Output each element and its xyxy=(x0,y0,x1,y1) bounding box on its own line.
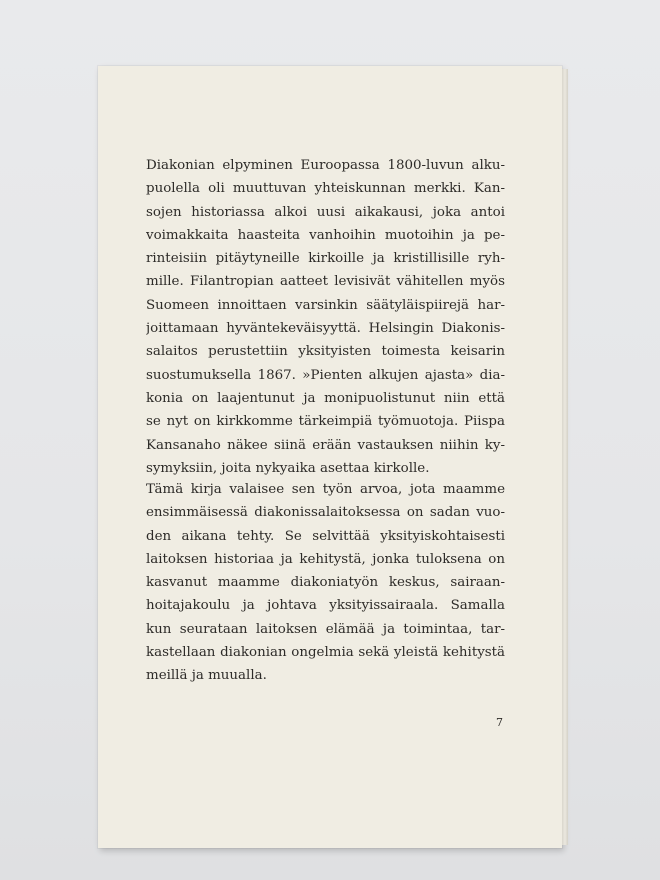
text-line: Tämä kirja valaisee sen työn arvoa, jota maamme xyxy=(146,482,505,497)
text-line: den aikana tehty. Se selvittää yksityiskohtaisesti xyxy=(146,528,505,544)
text-line: ensimmäisessä diakonissalaitoksessa on sadan vuo- xyxy=(146,505,505,521)
text-line: hoitajakoulu ja johtava yksityissairaala. Samalla xyxy=(146,598,505,614)
text-line: kastellaan diakonian ongelmia sekä yleistä kehitystä xyxy=(146,645,505,661)
text-line: mille. Filantropian aatteet levisivät vähitellen myös xyxy=(146,274,505,290)
text-line: Suomeen innoittaen varsinkin säätyläispiirejä har- xyxy=(146,297,505,313)
text-line: rinteisiin pitäytyneille kirkoille ja kristillisille ryh- xyxy=(146,251,505,267)
text-line: joittamaan hyväntekeväisyyttä. Helsingin Diakonis- xyxy=(146,321,505,337)
text-line: suostumuksella 1867. »Pienten alkujen ajasta» dia- xyxy=(146,367,505,383)
text-line: puolella oli muuttuvan yhteiskunnan merkki. Kan- xyxy=(146,181,505,197)
book-back-cover xyxy=(98,66,562,848)
text-line: konia on laajentunut ja monipuolistunut niin että xyxy=(146,390,505,406)
text-line: meillä ja muualla. xyxy=(146,668,267,684)
text-line: salaitos perustettiin yksityisten toimesta keisarin xyxy=(146,344,505,360)
text-line: kasvanut maamme diakoniatyön keskus, sairaan- xyxy=(146,575,505,591)
text-line: sojen historiassa alkoi uusi aikakausi, joka antoi xyxy=(146,204,505,220)
text-line: voimakkaita haasteita vanhoihin muotoihin ja pe- xyxy=(146,227,505,243)
text-line: Kansanaho näkee siinä erään vastauksen niihin ky- xyxy=(146,437,505,453)
text-line: Diakonian elpyminen Euroopassa 1800-luvun alku- xyxy=(146,158,505,173)
page-number: 7 xyxy=(496,716,503,729)
paragraph-1 xyxy=(146,154,505,480)
text-line: se nyt on kirkkomme tärkeimpiä työmuotoja. Piispa xyxy=(146,414,505,430)
page-edges xyxy=(562,69,568,845)
text-line: laitoksen historiaa ja kehitystä, jonka tuloksena on xyxy=(146,551,505,567)
text-line: kun seurataan laitoksen elämää ja toimintaa, tar- xyxy=(146,621,505,637)
text-line: symyksiin, joita nykyaika asettaa kirkolle. xyxy=(146,460,430,476)
paragraph-2 xyxy=(146,478,505,688)
